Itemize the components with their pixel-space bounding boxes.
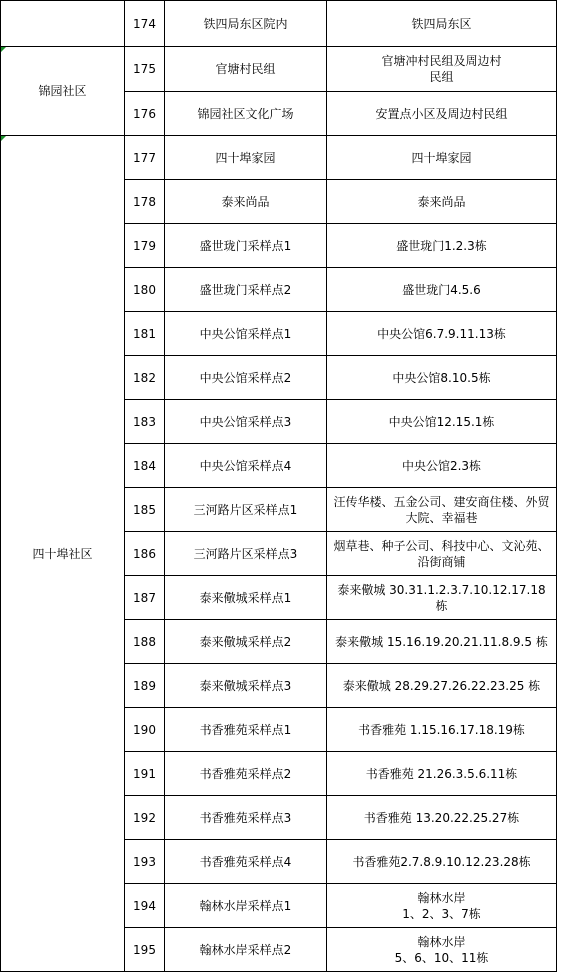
coverage-area: 书香雅苑 1.15.16.17.18.19栋 — [327, 708, 557, 752]
gap-cell — [557, 884, 564, 928]
row-number: 195 — [125, 928, 165, 972]
gap-cell — [557, 47, 564, 92]
cell-comment-marker — [1, 136, 6, 141]
row-number: 193 — [125, 840, 165, 884]
coverage-area: 书香雅苑2.7.8.9.10.12.23.28栋 — [327, 840, 557, 884]
coverage-area-line1: 翰林水岸 — [417, 934, 466, 949]
sampling-site: 书香雅苑采样点1 — [165, 708, 327, 752]
gap-cell — [557, 92, 564, 136]
coverage-area: 泰来儆城 28.29.27.26.22.23.25 栋 — [327, 664, 557, 708]
gap-cell — [557, 708, 564, 752]
row-number: 186 — [125, 532, 165, 576]
coverage-area: 四十埠家园 — [327, 136, 557, 180]
gap-cell — [557, 444, 564, 488]
coverage-area: 烟草巷、种子公司、科技中心、文沁苑、沿街商铺 — [327, 532, 557, 576]
row-number: 178 — [125, 180, 165, 224]
coverage-area — [327, 928, 557, 972]
row-number: 174 — [125, 1, 165, 47]
sampling-site: 三河路片区采样点3 — [165, 532, 327, 576]
gap-cell — [557, 532, 564, 576]
coverage-area: 泰来尚品 — [327, 180, 557, 224]
sampling-site: 泰来儆城采样点3 — [165, 664, 327, 708]
coverage-area: 安置点小区及周边村民组 — [327, 92, 557, 136]
gap-cell — [557, 312, 564, 356]
sampling-site: 书香雅苑采样点4 — [165, 840, 327, 884]
row-number: 182 — [125, 356, 165, 400]
row-number: 184 — [125, 444, 165, 488]
coverage-area — [327, 47, 557, 92]
sampling-site: 锦园社区文化广场 — [165, 92, 327, 136]
gap-cell — [557, 796, 564, 840]
sampling-site: 官塘村民组 — [165, 47, 327, 92]
gap-cell — [557, 356, 564, 400]
row-number: 190 — [125, 708, 165, 752]
gap-cell — [557, 664, 564, 708]
row-number: 179 — [125, 224, 165, 268]
gap-cell — [557, 488, 564, 532]
row-number: 188 — [125, 620, 165, 664]
row-number: 175 — [125, 47, 165, 92]
sampling-site: 三河路片区采样点1 — [165, 488, 327, 532]
gap-cell — [557, 576, 564, 620]
coverage-area: 中央公馆12.15.1栋 — [327, 400, 557, 444]
sampling-site: 中央公馆采样点4 — [165, 444, 327, 488]
cell-comment-marker — [1, 47, 6, 52]
coverage-area — [327, 884, 557, 928]
gap-cell — [557, 1, 564, 47]
table-row — [1, 1, 564, 47]
coverage-area-text: 官塘冲村民组及周边村民组 — [381, 54, 502, 84]
sampling-site: 铁四局东区院内 — [165, 1, 327, 47]
sampling-site: 中央公馆采样点2 — [165, 356, 327, 400]
row-number: 187 — [125, 576, 165, 620]
coverage-area: 汪传华楼、五金公司、建安商住楼、外贸大院、幸福巷 — [327, 488, 557, 532]
gap-cell — [557, 928, 564, 972]
sampling-site: 泰来儆城采样点2 — [165, 620, 327, 664]
coverage-area: 盛世珑门1.2.3栋 — [327, 224, 557, 268]
coverage-area-line1: 翰林水岸 — [417, 890, 466, 905]
gap-cell — [557, 752, 564, 796]
gap-cell — [557, 224, 564, 268]
row-number: 191 — [125, 752, 165, 796]
coverage-area: 泰来儆城 15.16.19.20.21.11.8.9.5 栋 — [327, 620, 557, 664]
community-cell: 四十埠社区 — [1, 136, 125, 972]
coverage-area-line2: 1、2、3、7栋 — [402, 906, 481, 921]
row-number: 185 — [125, 488, 165, 532]
gap-cell — [557, 620, 564, 664]
gap-cell — [557, 400, 564, 444]
sampling-site: 中央公馆采样点3 — [165, 400, 327, 444]
coverage-area-line2: 5、6、10、11栋 — [394, 950, 489, 965]
row-number: 177 — [125, 136, 165, 180]
row-number: 176 — [125, 92, 165, 136]
row-number: 183 — [125, 400, 165, 444]
row-number: 192 — [125, 796, 165, 840]
coverage-area: 盛世珑门4.5.6 — [327, 268, 557, 312]
row-number: 189 — [125, 664, 165, 708]
coverage-area: 铁四局东区 — [327, 1, 557, 47]
sampling-site: 泰来儆城采样点1 — [165, 576, 327, 620]
row-number: 180 — [125, 268, 165, 312]
gap-cell — [557, 268, 564, 312]
gap-cell — [557, 136, 564, 180]
sampling-site: 盛世珑门采样点2 — [165, 268, 327, 312]
table-row — [1, 136, 564, 180]
row-number: 194 — [125, 884, 165, 928]
coverage-area: 中央公馆6.7.9.11.13栋 — [327, 312, 557, 356]
coverage-area: 书香雅苑 21.26.3.5.6.11栋 — [327, 752, 557, 796]
sampling-site: 泰来尚品 — [165, 180, 327, 224]
gap-cell — [557, 840, 564, 884]
community-cell: 锦园社区 — [1, 47, 125, 136]
community-cell-blank — [1, 1, 125, 47]
coverage-area: 泰来儆城 30.31.1.2.3.7.10.12.17.18 栋 — [327, 576, 557, 620]
row-number: 181 — [125, 312, 165, 356]
sampling-site: 书香雅苑采样点3 — [165, 796, 327, 840]
sampling-site: 四十埠家园 — [165, 136, 327, 180]
coverage-area: 中央公馆8.10.5栋 — [327, 356, 557, 400]
table-row — [1, 47, 564, 92]
coverage-area: 书香雅苑 13.20.22.25.27栋 — [327, 796, 557, 840]
sampling-site: 盛世珑门采样点1 — [165, 224, 327, 268]
sampling-site: 书香雅苑采样点2 — [165, 752, 327, 796]
sampling-site: 翰林水岸采样点2 — [165, 928, 327, 972]
sampling-site: 中央公馆采样点1 — [165, 312, 327, 356]
coverage-area: 中央公馆2.3栋 — [327, 444, 557, 488]
sampling-site: 翰林水岸采样点1 — [165, 884, 327, 928]
gap-cell — [557, 180, 564, 224]
